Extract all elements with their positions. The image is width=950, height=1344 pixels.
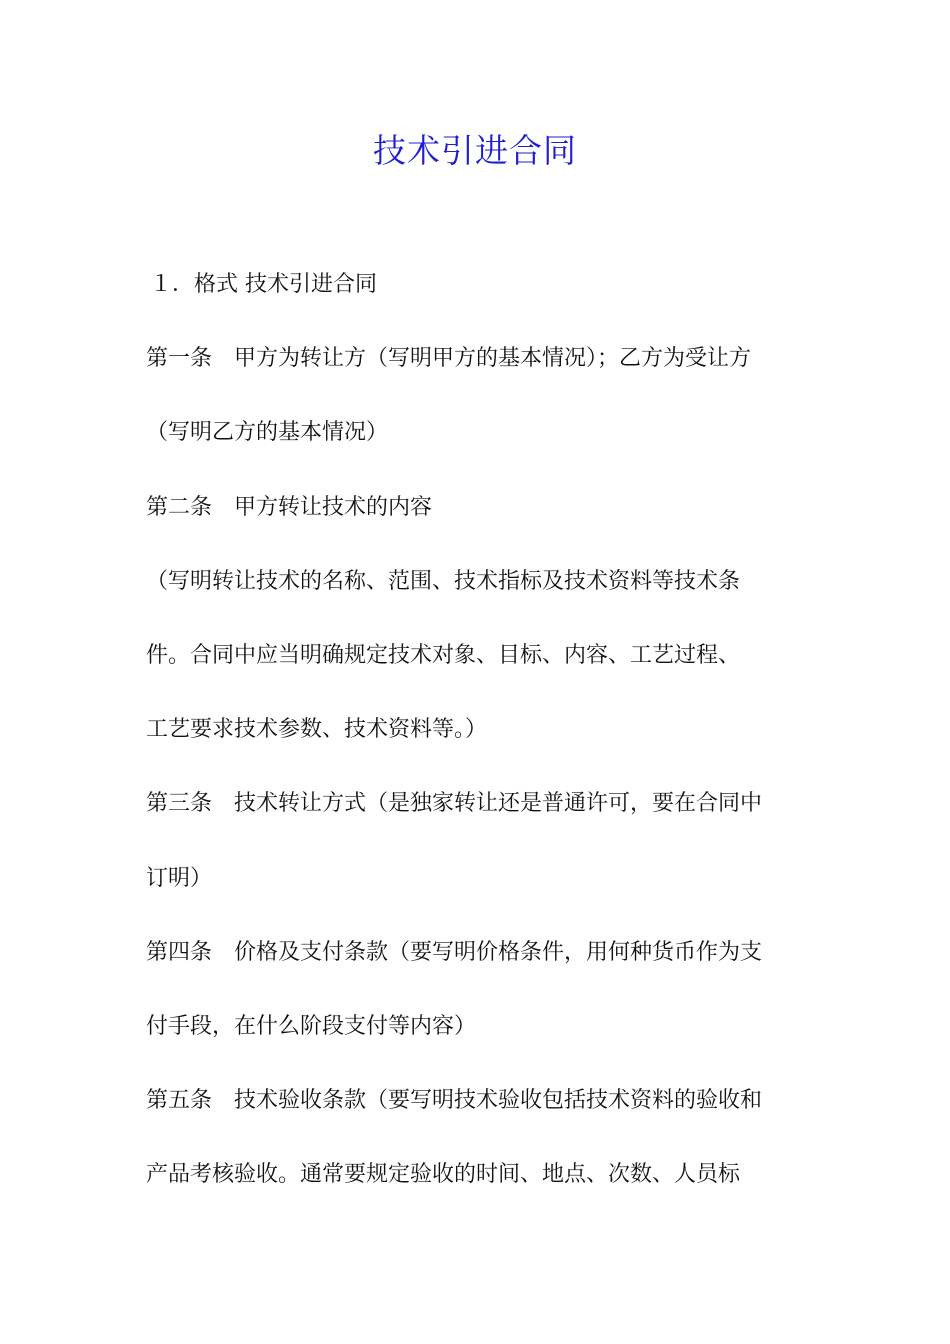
document-line: 订明） <box>146 865 213 891</box>
document-line: １．格式 技术引进合同 <box>150 272 377 297</box>
document-line: 工艺要求技术参数、技术资料等。） <box>146 717 488 743</box>
document-line: 第五条 技术验收条款（要写明技术验收包括技术资料的验收和 <box>146 1088 763 1114</box>
document-title: 技术引进合同 <box>373 131 577 170</box>
document-line: 件。合同中应当明确规定技术对象、目标、内容、工艺过程、 <box>146 642 741 668</box>
document-line: 产品考核验收。通常要规定验收的时间、地点、次数、人员标 <box>146 1162 741 1188</box>
document-line: 第二条 甲方转让技术的内容 <box>146 494 433 520</box>
document-line: 付手段，在什么阶段支付等内容） <box>146 1013 477 1039</box>
document-body <box>146 266 810 1230</box>
document-line: （写明乙方的基本情况） <box>146 420 389 446</box>
document-line: （写明转让技术的名称、范围、技术指标及技术资料等技术条 <box>146 568 741 594</box>
document-line: 第三条 技术转让方式（是独家转让还是普通许可，要在合同中 <box>146 791 763 817</box>
document-line: 第一条 甲方为转让方（写明甲方的基本情况）；乙方为受让方 <box>146 346 752 372</box>
document-line: 第四条 价格及支付条款（要写明价格条件，用何种货币作为支 <box>146 939 763 965</box>
